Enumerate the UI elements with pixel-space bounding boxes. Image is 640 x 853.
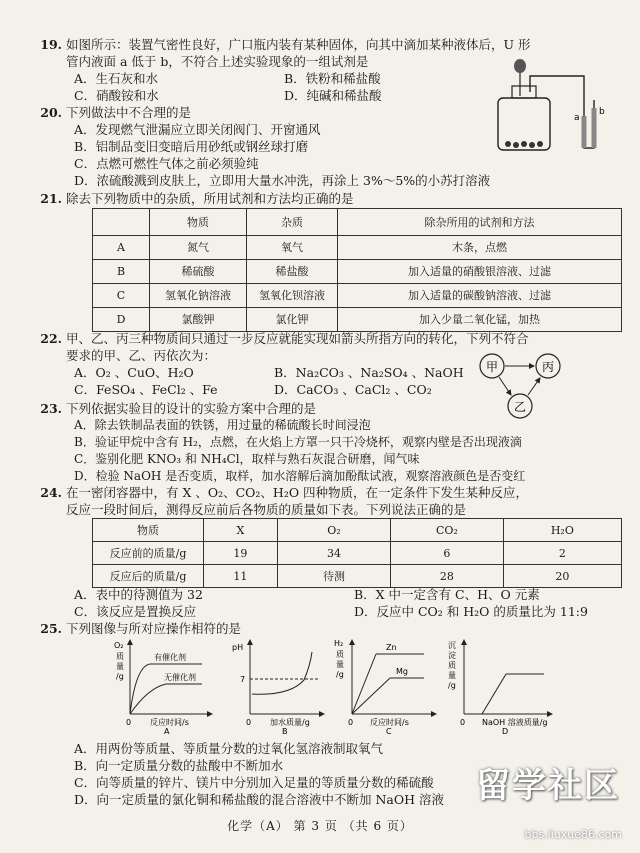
option-b: B．验证甲烷中含有 H₂，点燃，在火焰上方罩一只干冷烧杯，观察内壁是否出现液滴 bbox=[74, 435, 522, 449]
option-b: B．铁粉和稀盐酸 bbox=[284, 71, 381, 86]
svg-text:加水质量/g: 加水质量/g bbox=[270, 718, 310, 727]
question-24 bbox=[22, 484, 622, 518]
graphs-row bbox=[90, 636, 630, 734]
question-number: 19. bbox=[40, 37, 62, 52]
svg-text:Zn: Zn bbox=[386, 643, 397, 652]
table-header-row bbox=[93, 209, 622, 236]
flask-stopper bbox=[512, 86, 536, 98]
table-row: C 氢氧化钠溶液 氢氧化钡溶液 加入适量的碳酸钠溶液、过滤 bbox=[93, 284, 622, 308]
option-b: B．铝制品变旧变暗后用砂纸或钢丝球打磨 bbox=[74, 139, 309, 154]
svg-text:pH: pH bbox=[232, 643, 244, 652]
svg-text:0: 0 bbox=[460, 718, 466, 727]
option-d: D．反应中 CO₂ 和 H₂O 的质量比为 11:9 bbox=[354, 604, 588, 619]
table-row: 反应前的质量/g 19 34 6 2 bbox=[93, 542, 622, 565]
question-20 bbox=[22, 104, 622, 189]
svg-text:/g: /g bbox=[448, 681, 456, 690]
question-stem: 如图所示：装置气密性良好，广口瓶内装有某种固体，向其中滴加某种液体后，U 形 bbox=[66, 37, 531, 52]
svg-text:量: 量 bbox=[448, 671, 456, 680]
dropper-bulb bbox=[514, 59, 526, 73]
svg-text:0: 0 bbox=[348, 718, 354, 727]
graph-d bbox=[448, 641, 550, 727]
option-c: C．硝酸铵和水 bbox=[74, 88, 159, 103]
svg-text:0: 0 bbox=[126, 718, 132, 727]
option-a: A．生石灰和水 bbox=[74, 71, 159, 86]
watermark-url: bbs.liuxue86.com bbox=[524, 828, 622, 841]
table-header-cell: 杂质 bbox=[247, 209, 338, 236]
node-jia-label: 甲 bbox=[486, 360, 499, 374]
graph-b bbox=[232, 642, 322, 727]
option-d: D．浓硫酸溅到皮肤上，立即用大量水冲洗，再涂上 3%～5%的小苏打溶液 bbox=[74, 173, 491, 188]
question-number: 20. bbox=[40, 105, 62, 120]
question-stem: 在一密闭容器中，有 X 、O₂、CO₂、H₂O 四种物质，在一定条件下发生某种反应， bbox=[66, 485, 529, 500]
svg-text:/g: /g bbox=[116, 672, 124, 681]
svg-text:反应时间/s: 反应时间/s bbox=[370, 718, 409, 727]
svg-text:沉: 沉 bbox=[448, 641, 456, 650]
table-row: 反应后的质量/g 11 待测 28 20 bbox=[93, 565, 622, 588]
svg-text:O₂: O₂ bbox=[114, 641, 124, 650]
question-stem: 甲、乙、丙三种物质间只通过一步反应就能实现如箭头所指方向的转化，下列不符合 bbox=[66, 331, 529, 346]
graph-a bbox=[114, 641, 210, 727]
table-row: D 氯酸钾 氯化钾 加入少量二氧化锰，加热 bbox=[93, 308, 622, 332]
watermark-logo: 留学社区 bbox=[476, 766, 620, 806]
label-a: a bbox=[574, 113, 580, 123]
svg-text:0: 0 bbox=[246, 718, 252, 727]
svg-text:量: 量 bbox=[336, 660, 344, 669]
question-21 bbox=[22, 190, 622, 207]
question-24-options bbox=[22, 586, 622, 620]
option-d: D．CaCO₃ 、CaCl₂ 、CO₂ bbox=[274, 382, 432, 397]
question-23 bbox=[22, 400, 622, 485]
question-stem: 下列做法中不合理的是 bbox=[66, 105, 192, 120]
option-c: C．鉴别化肥 KNO₃ 和 NH₄Cl，取样与熟石灰混合研磨，闻气味 bbox=[74, 452, 420, 466]
question-25 bbox=[22, 620, 622, 637]
svg-text:反应时间/s: 反应时间/s bbox=[150, 718, 189, 727]
table-header-cell: 物质 bbox=[150, 209, 247, 236]
svg-text:量: 量 bbox=[116, 662, 124, 671]
svg-text:H₂: H₂ bbox=[334, 639, 344, 648]
question-number: 25. bbox=[40, 621, 62, 636]
option-a: A．除去铁制品表面的铁锈，用过量的稀硫酸长时间浸泡 bbox=[74, 418, 371, 432]
arrow-jia-yi bbox=[499, 377, 511, 395]
node-yi-label: 乙 bbox=[514, 400, 527, 414]
svg-text:质: 质 bbox=[336, 650, 344, 659]
question-number: 21. bbox=[40, 191, 62, 206]
option-a: A．用两份等质量、等质量分数的过氧化氢溶液制取氧气 bbox=[74, 741, 384, 756]
option-b: B．X 中一定含有 C、H、O 元素 bbox=[354, 587, 540, 602]
graph-a-label: A bbox=[164, 727, 170, 734]
question-number: 22. bbox=[40, 331, 62, 346]
impurity-table bbox=[92, 208, 622, 332]
svg-text:Mg: Mg bbox=[396, 667, 408, 676]
label-b: b bbox=[599, 107, 605, 117]
mass-table bbox=[92, 518, 622, 588]
table-header-cell bbox=[93, 209, 150, 236]
table-row: B 稀硫酸 稀盐酸 加入适量的硝酸银溶液、过滤 bbox=[93, 260, 622, 284]
option-c: C．FeSO₄ 、FeCl₂ 、Fe bbox=[74, 382, 218, 397]
question-stem-cont: 反应一段时间后，测得反应前后各物质的质量如下表。下列说法正确的是 bbox=[66, 502, 467, 517]
svg-text:淀: 淀 bbox=[448, 651, 456, 660]
graph-d-label: D bbox=[502, 727, 509, 734]
question-stem: 除去下列物质中的杂质，所用试剂和方法均正确的是 bbox=[66, 191, 354, 206]
arrow-yi-bing bbox=[528, 378, 540, 395]
option-a: A．O₂ 、CuO、H₂O bbox=[74, 365, 194, 380]
option-a: A．发现燃气泄漏应立即关闭阀门、开窗通风 bbox=[74, 122, 321, 137]
table-header-row: 物质 X O₂ CO₂ H₂O bbox=[93, 519, 622, 542]
option-c: C．向等质量的锌片、镁片中分别加入足量的等质量分数的稀硫酸 bbox=[74, 775, 434, 790]
svg-text:NaOH 溶液质量/g: NaOH 溶液质量/g bbox=[482, 718, 548, 727]
option-c: C．点燃可燃性气体之前必须验纯 bbox=[74, 156, 259, 171]
svg-text:有催化剂: 有催化剂 bbox=[154, 653, 186, 662]
option-c: C．该反应是置换反应 bbox=[74, 604, 197, 619]
question-stem: 下列依据实验目的设计的实验方案中合理的是 bbox=[66, 401, 317, 416]
option-d: D．纯碱和稀盐酸 bbox=[284, 88, 382, 103]
option-b: B．向一定质量分数的盐酸中不断加水 bbox=[74, 758, 284, 773]
table-header-cell: 除杂所用的试剂和方法 bbox=[338, 209, 622, 236]
svg-text:质: 质 bbox=[448, 661, 456, 670]
question-number: 23. bbox=[40, 401, 62, 416]
question-stem-cont: 管内液面 a 低于 b，不符合上述实验现象的一组试剂是 bbox=[66, 54, 369, 69]
svg-text:无催化剂: 无催化剂 bbox=[164, 673, 196, 682]
option-d: D．向一定质量的氯化铜和稀盐酸的混合溶液中不断加 NaOH 溶液 bbox=[74, 792, 445, 807]
page-footer: 化学（A） 第 3 页 （共 6 页） bbox=[227, 819, 413, 833]
svg-text:质: 质 bbox=[116, 652, 124, 661]
table-row: A 氮气 氧气 木条，点燃 bbox=[93, 236, 622, 260]
option-b: B．Na₂CO₃ 、Na₂SO₄ 、NaOH bbox=[274, 365, 464, 380]
svg-text:7: 7 bbox=[240, 675, 246, 684]
graph-c bbox=[334, 639, 434, 727]
question-stem: 下列图像与所对应操作相符的是 bbox=[66, 621, 242, 636]
option-d: D．检验 NaOH 是否变质，取样，加水溶解后滴加酚酞试液，观察溶液颜色是否变红 bbox=[74, 469, 526, 483]
graph-b-label: B bbox=[282, 727, 288, 734]
svg-text:/g: /g bbox=[336, 670, 344, 679]
node-bing-label: 丙 bbox=[542, 360, 555, 374]
question-number: 24. bbox=[40, 485, 62, 500]
option-a: A．表中的待测值为 32 bbox=[74, 587, 203, 602]
question-stem-cont: 要求的甲、乙、丙依次为： bbox=[66, 348, 217, 363]
graph-c-label: C bbox=[386, 727, 392, 734]
